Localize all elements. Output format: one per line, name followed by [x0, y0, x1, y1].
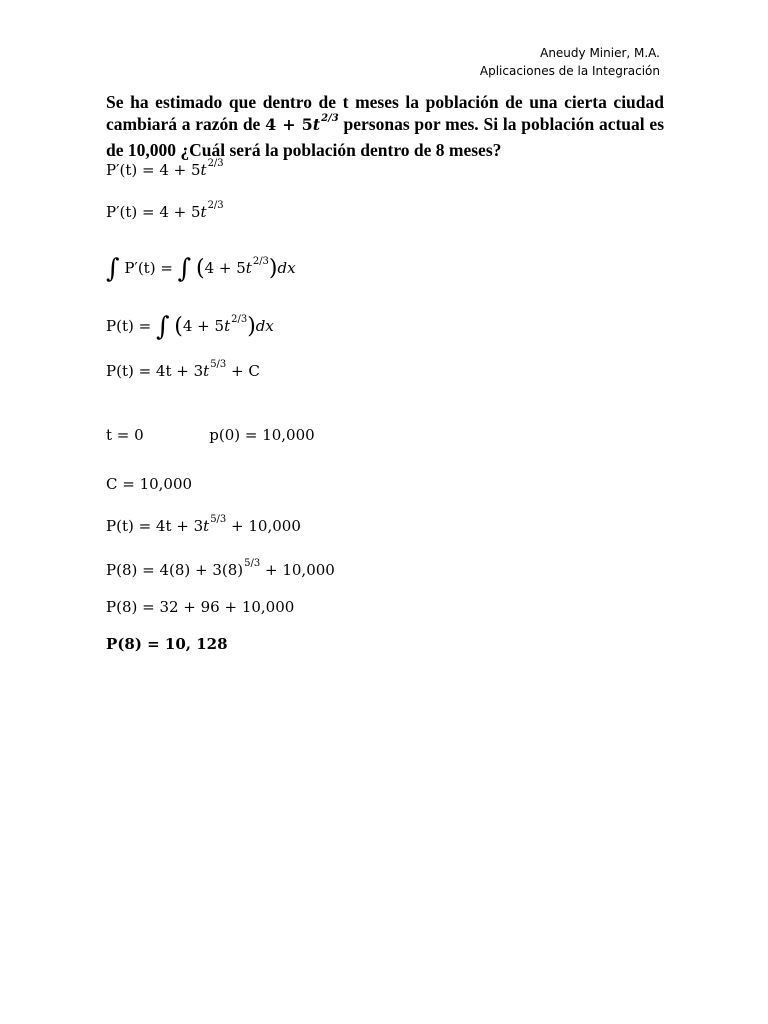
problem-statement [106, 91, 664, 161]
document-header [480, 44, 660, 80]
author-name: Aneudy Minier, M.A. [540, 46, 660, 60]
equation-10: P(8) = 32 + 96 + 10,000 [106, 598, 295, 616]
equation-3: ∫ P′(t) = ∫ $(4 + 5t^{2/3})dx$ [106, 254, 296, 284]
equation-5: $P(t) = 4t + 3t^{5/3} + C$ [106, 359, 260, 380]
equation-2: $P'(t) = 4 + 5t^{2/3}$ [106, 200, 224, 221]
initial-time: t = 0 [106, 426, 144, 444]
equation-6 [106, 426, 315, 444]
problem-text-2: personas por mes. Si la población actual es de 10,000 ¿Cuál será la población dentro de 8 meses? [106, 114, 665, 160]
equation-9: $P(8) = 4(8) + 3(8)^{5/3} + 10,000$ [106, 558, 335, 579]
problem-text-1: Se ha estimado que dentro de t meses la población de una cierta ciudad cambiará a razón de [106, 92, 664, 134]
equation-4: P(t) = ∫ $(4 + 5t^{2/3})dx$ [106, 312, 274, 342]
rate-expression: $4 + 5t^{2/3}$ [265, 113, 339, 134]
equation-8: $P(t) = 4t + 3t^{5/3} + 10,000$ [106, 514, 301, 535]
course-title: Aplicaciones de la Integración [479, 64, 660, 78]
integral-sign-icon: ∫ [177, 254, 192, 284]
equation-1: $P'(t) = 4 + 5t^{2/3}$ [106, 158, 224, 179]
final-answer: P(8) = 10, 128 [106, 635, 228, 653]
integral-sign-icon: ∫ [106, 254, 120, 284]
equation-7: C = 10,000 [106, 475, 193, 493]
initial-population: p(0) = 10,000 [209, 426, 315, 444]
integral-sign-icon: ∫ [155, 312, 170, 342]
